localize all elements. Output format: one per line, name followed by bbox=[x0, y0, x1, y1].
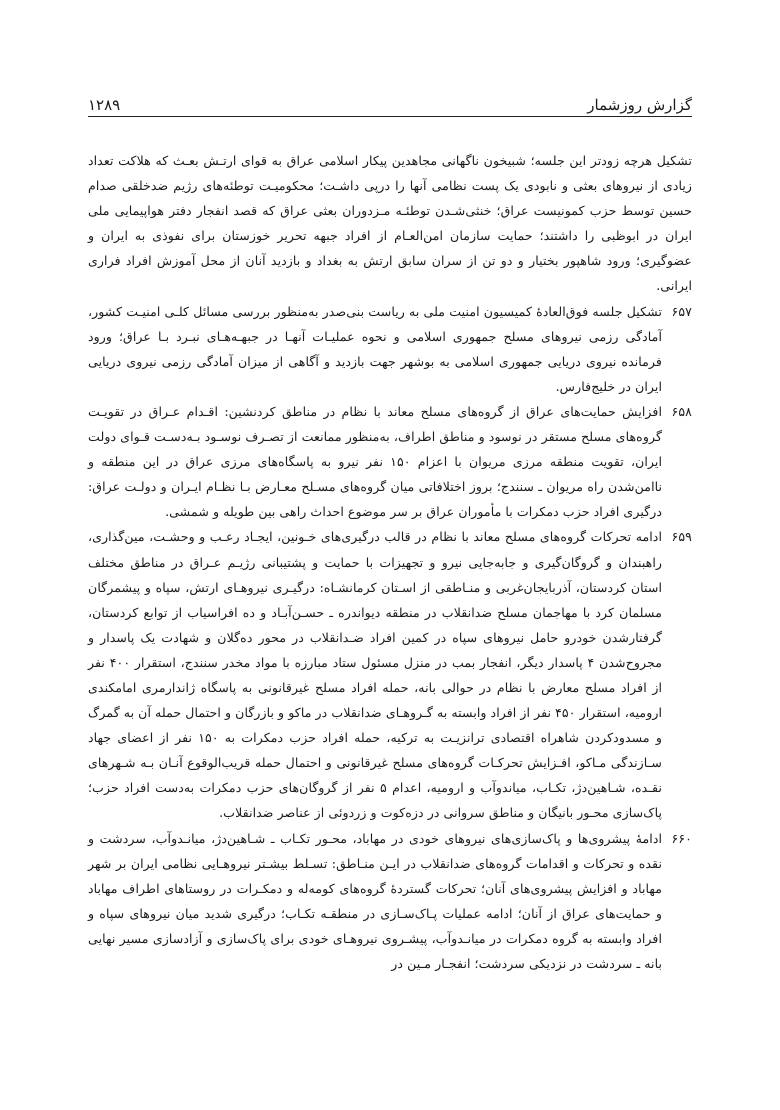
entry-number: ۶۵۷ bbox=[671, 303, 692, 319]
entry-text: تشکیل جلسه فوق‌العادهٔ کمیسیون امنیت ملی به ریاست بنی‌صدر به‌منظور بررسی مسائل کلـی امنیـت کشور، آمادگی رزمی نیروهای مسلح جمهوری اسلامی و نحوه عملیـات آنهـا در جبهـه‌هـای نبـرد بـا عراق؛ ورود فرمانده نیروی دریایی جمهوری اسلامی به بوشهر جهت بازدید و آگاهی از میزان آمادگی رزمی نیروی دریایی ایران در خلیج‌فارس. bbox=[88, 303, 662, 394]
entry-text: ادامه تحرکات گروه‌های مسلح معاند با نظام در قالب درگیری‌های خـونین، ایجـاد رعـب و وحشـت، مین‌گذاری، راهبندان و گروگان‌گیری و جابه‌جایی نیرو و تجهیزات با حمایت و پشتیبانی رژیـم عـراق در مناطق مختلف استان کردستان، آذربایجان‌غربی و منـاطقی از اسـتان کرمانشـاه: درگیـری نیروهـای ارتش، سپاه و پیشمرگان مسلمان کرد با مهاجمان مسلح ضدانقلاب در منطقه دیواندره ـ حسـن‌آبـاد و ده افراسیاب از توابع کردستان، گرفتارشدن خودرو حامل نیروهای سپاه در کمین افراد ضـدانقلاب در محور ده‌گلان و شهادت یک پاسدار و مجروح‌شدن ۴ پاسدار دیگر، انفجار بمب در منزل مسئول ستاد مبارزه با مواد مخدر سنندج، استقرار ۴۰۰ نفر از افراد مسلح معارض با نظام در حوالی بانه، حمله افراد مسلح غیرقانونی به پاسگاه ژاندارمری امامکندی ارومیه، استقرار ۴۵۰ نفر از افراد وابسته به گـروهـای ضدانقلاب در ماکو و بازرگان و احتمال حمله آن به گمرگ و مسدودکردن شاهراه اقتصادی ترانزیـت به ترکیه، حمله افراد حزب دمکرات به ۱۵۰ نفر از اعضای جهاد سـازندگی مـاکو، افـزایش تحرکـات گروه‌های مسلح غیرقانونی و احتمال حمله قریب‌الوقوع آنـان بـه شـهرهای نقـده، شـاهین‌دژ، تکـاب، میاندوآب و ارومیه، اعدام ۵ نفر از گروگان‌های حزب دمکرات به‌دست افراد حزب؛ پاک‌سازی محـور بانیگان و مناطق سروانی در دزه‌کوت و زردوئی از عناصر ضدانقلاب. bbox=[88, 529, 662, 821]
body-text bbox=[88, 148, 692, 976]
entry-number: ۶۶۰ bbox=[671, 830, 692, 846]
entry-item bbox=[88, 524, 692, 825]
entry-number: ۶۵۸ bbox=[671, 403, 692, 419]
entry-number: ۶۵۹ bbox=[671, 529, 692, 545]
entry-text: افزایش حمایت‌های عراق از گروه‌های مسلح معاند با نظام در مناطق کردنشین: اقـدام عـراق در تقویـت گروه‌های مسلح مستقر در نوسود و مناطق اطراف، به‌منظور ممانعت از تصـرف نوسـود بـه‌دسـت قـوای دولت ایران، تقویت منطقه مرزی مریوان با اعزام ۱۵۰ نفر نیرو به پاسگاه‌های مرزی عراق در این منطقه و ناامن‌شدن راه مریوان ـ سنندج؛ بروز اختلافاتی میان گروه‌های مسـلح معـارض بـا نظـام ایـران و دولـت عراق: درگیری افراد حزب دمکرات با مأموران عراق بر سر موضوع احداث راهی بین طویله و شمشی. bbox=[88, 403, 662, 520]
running-header bbox=[88, 92, 692, 114]
entry-item bbox=[88, 399, 692, 524]
book-title: گزارش روزشمار bbox=[587, 96, 692, 114]
intro-paragraph: تشکیل هرچه زودتر این جلسه؛ شبیخون ناگهانی مجاهدین پیکار اسلامی عراق به قوای ارتـش بعـث که هلاکت تعداد زیادی از نیروهای بعثی و نابودی یک پست نظامی آنها را درپی داشـت؛ محکومیـت توطئه‌های رژیم ضدخلقی صدام حسین توسط حزب کمونیست عراق؛ خنثی‌شـدن توطئـه مـزدوران بعثی عراق که قصد انفجار دفتر هواپیمایی ملی ایران در ابوظبی را داشتند؛ حمایت سازمان امن‌العـام از افراد جبهه تحریر خوزستان برای نفوذی به ایران و عضوگیری؛ ورود شاهپور بختیار و دو تن از سران سابق ارتش به بغداد و بازدید آنان از محل آموزش افراد فراری ایرانی. bbox=[88, 153, 692, 294]
entry-item bbox=[88, 826, 692, 977]
header-divider bbox=[88, 116, 692, 117]
entry-item bbox=[88, 299, 692, 399]
page-number: ۱۲۸۹ bbox=[88, 96, 121, 114]
entry-text: ادامهٔ پیشروی‌ها و پاک‌سازی‌های نیروهای خودی در مهاباد، محـور تکـاب ـ شـاهین‌دژ، میانـدوآب، سردشت و نقده و تحرکات و اقدامات گروه‌های ضدانقلاب در ایـن منـاطق: تسـلط بیشـتر نیروهـایی نظامی ایران بر شهر مهاباد و افزایش پیشروی‌های آنان؛ تحرکات گستردهٔ گروه‌های کومه‌له و دمکـرات در روستاهای اطراف مهاباد و حمایت‌های عراق از آنان؛ ادامه عملیات پـاک‌سـازی در منطقـه تکـاب؛ درگیری شدید میان نیروهای سپاه و افراد وابسته به گروه دمکرات در میانـدوآب، پیشـروی نیروهـای خودی برای پاک‌سازی و آزادسازی مسیر نهایی بانه ـ سردشت در نزدیکی سردشت؛ انفجـار مـین در bbox=[88, 830, 662, 971]
